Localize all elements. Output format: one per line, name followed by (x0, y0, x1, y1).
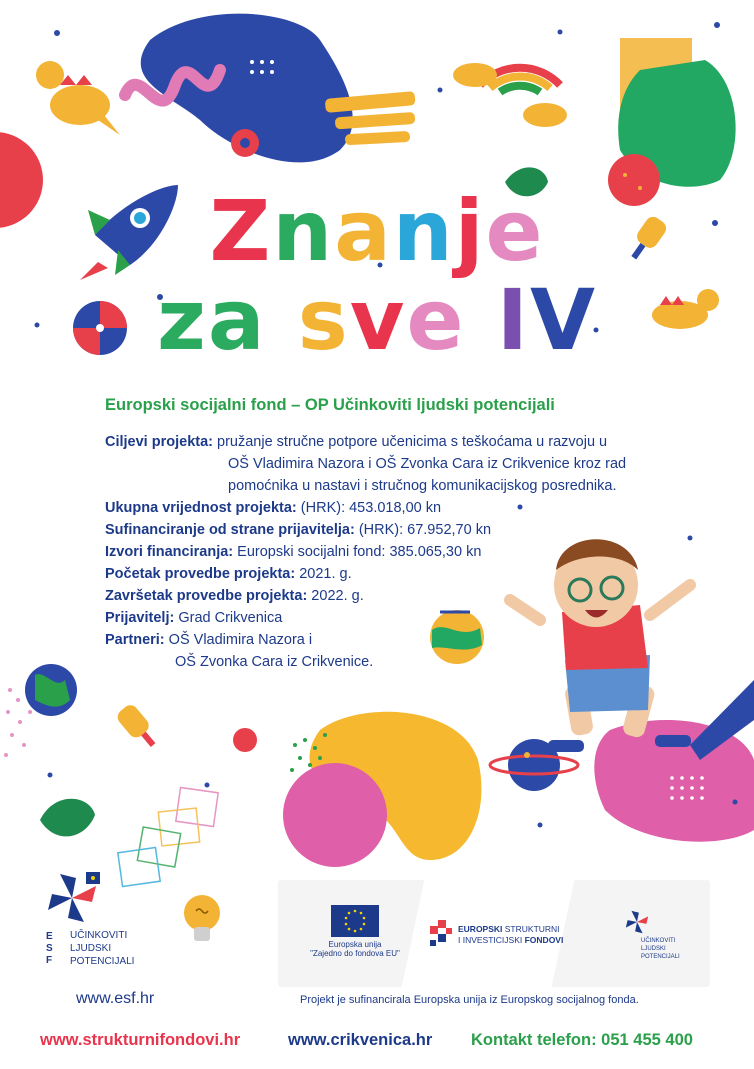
ulp-small-logo (623, 908, 703, 968)
project-info (105, 431, 705, 673)
eu-cofinancing-note: Projekt je sufinancirala Europska unija iz Europskog socijalnog fonda. (300, 994, 639, 1006)
info-ciljevi-line2: OŠ Vladimira Nazora i OŠ Zvonka Cara iz Crikvenice kroz rad (228, 456, 627, 472)
crikvenica-link[interactable]: www.crikvenica.hr (288, 1031, 433, 1049)
pinwheel-icon (42, 868, 102, 928)
esif-line1 (458, 924, 560, 934)
earth-icon (25, 664, 77, 716)
title-letter: V (530, 271, 598, 369)
ulp-line1: UČINKOVITI (641, 938, 676, 944)
info-pocetak (105, 563, 705, 585)
info-vrijednost (105, 497, 705, 519)
title-line-2 (0, 272, 754, 368)
esf-logo (40, 868, 170, 973)
info-label: Početak provedbe projekta: (105, 566, 296, 582)
info-label: Partneri: (105, 632, 165, 648)
esif-logo-icon (430, 920, 454, 950)
subtitle: Europski socijalni fond – OP Učinkoviti ljudski potencijali (105, 396, 555, 414)
title-letter: v (349, 271, 407, 369)
title-letter: n (272, 182, 335, 280)
esf-letters: E S F (46, 931, 53, 966)
info-zavrsetak (105, 585, 705, 607)
title-letter: j (454, 182, 486, 280)
info-value: 2021. g. (295, 566, 352, 582)
info-sufinanciranje (105, 519, 705, 541)
info-label: Prijavitelj: (105, 610, 175, 626)
ulp-line2: LJUDSKI (641, 946, 666, 952)
info-label: Ukupna vrijednost projekta: (105, 500, 297, 516)
esf-line1: UČINKOVITI (70, 930, 128, 941)
info-izvori (105, 541, 705, 563)
title-letter: z (156, 271, 208, 369)
eu-flag-icon (331, 905, 379, 937)
eu-line2: "Zajedno do fondova EU" (310, 949, 400, 958)
esif-rest1: STRUKTURNI (502, 924, 560, 934)
info-prijavitelj (105, 607, 705, 629)
pink-circle-decoration (283, 763, 387, 867)
title-letter: s (297, 271, 350, 369)
info-value: Europski socijalni fond: 385.065,30 kn (233, 544, 482, 560)
info-partneri-line2: OŠ Zvonka Cara iz Crikvenice. (175, 654, 374, 670)
esif-bold1: EUROPSKI (458, 924, 503, 934)
info-label: Sufinanciranje od strane prijavitelja: (105, 522, 355, 538)
lightbulb-icon (180, 893, 224, 949)
ulp-line3: POTENCIJALI (641, 954, 680, 960)
info-ciljevi-line3: pomoćnika u nastavi i stručnog komunikacijskog posrednika. (228, 478, 617, 494)
title-letter (466, 272, 497, 368)
title-letter: e (406, 271, 466, 369)
info-label: Izvori financiranja: (105, 544, 234, 560)
esf-line2: LJUDSKI (70, 943, 112, 954)
info-value: pružanje stručne potpore učenicima s teškoćama u razvoju u (212, 434, 608, 450)
info-label: Ciljevi projekta: (105, 434, 213, 450)
title-letter: a (334, 182, 393, 280)
esif-rest2: I INVESTICIJSKI (458, 935, 525, 945)
info-value: (HRK): 67.952,70 kn (354, 522, 492, 538)
eu-line1: Europska unija (328, 940, 382, 949)
esf-line3: POTENCIJALI (70, 956, 135, 967)
title-letter (267, 272, 298, 368)
esif-line2 (458, 935, 563, 945)
info-value: OŠ Vladimira Nazora i (164, 632, 313, 648)
pinwheel-small-icon (623, 908, 651, 936)
title-letter: Z (209, 182, 273, 280)
dinosaur-icon (36, 61, 120, 135)
strukturnifondovi-link[interactable]: www.strukturnifondovi.hr (40, 1031, 241, 1049)
title-letter: a (207, 271, 267, 369)
esif-bold2: FONDOVI (524, 935, 564, 945)
info-label: Završetak provedbe projekta: (105, 588, 308, 604)
title-letter: n (392, 182, 455, 280)
title-letter: I (496, 271, 531, 369)
info-ciljevi (105, 431, 705, 453)
rainbow-icon (453, 63, 567, 127)
esf-url[interactable]: www.esf.hr (76, 990, 155, 1007)
info-value: (HRK): 453.018,00 kn (296, 500, 442, 516)
title-line-1 (0, 183, 754, 279)
contact-phone: Kontakt telefon: 051 455 400 (471, 1031, 693, 1049)
eu-funds-panel (278, 880, 710, 987)
eu-flag-block (300, 905, 410, 958)
info-value: Grad Crikvenica (174, 610, 283, 626)
info-partneri (105, 629, 705, 651)
info-value: 2022. g. (307, 588, 364, 604)
title-letter: e (485, 182, 545, 280)
